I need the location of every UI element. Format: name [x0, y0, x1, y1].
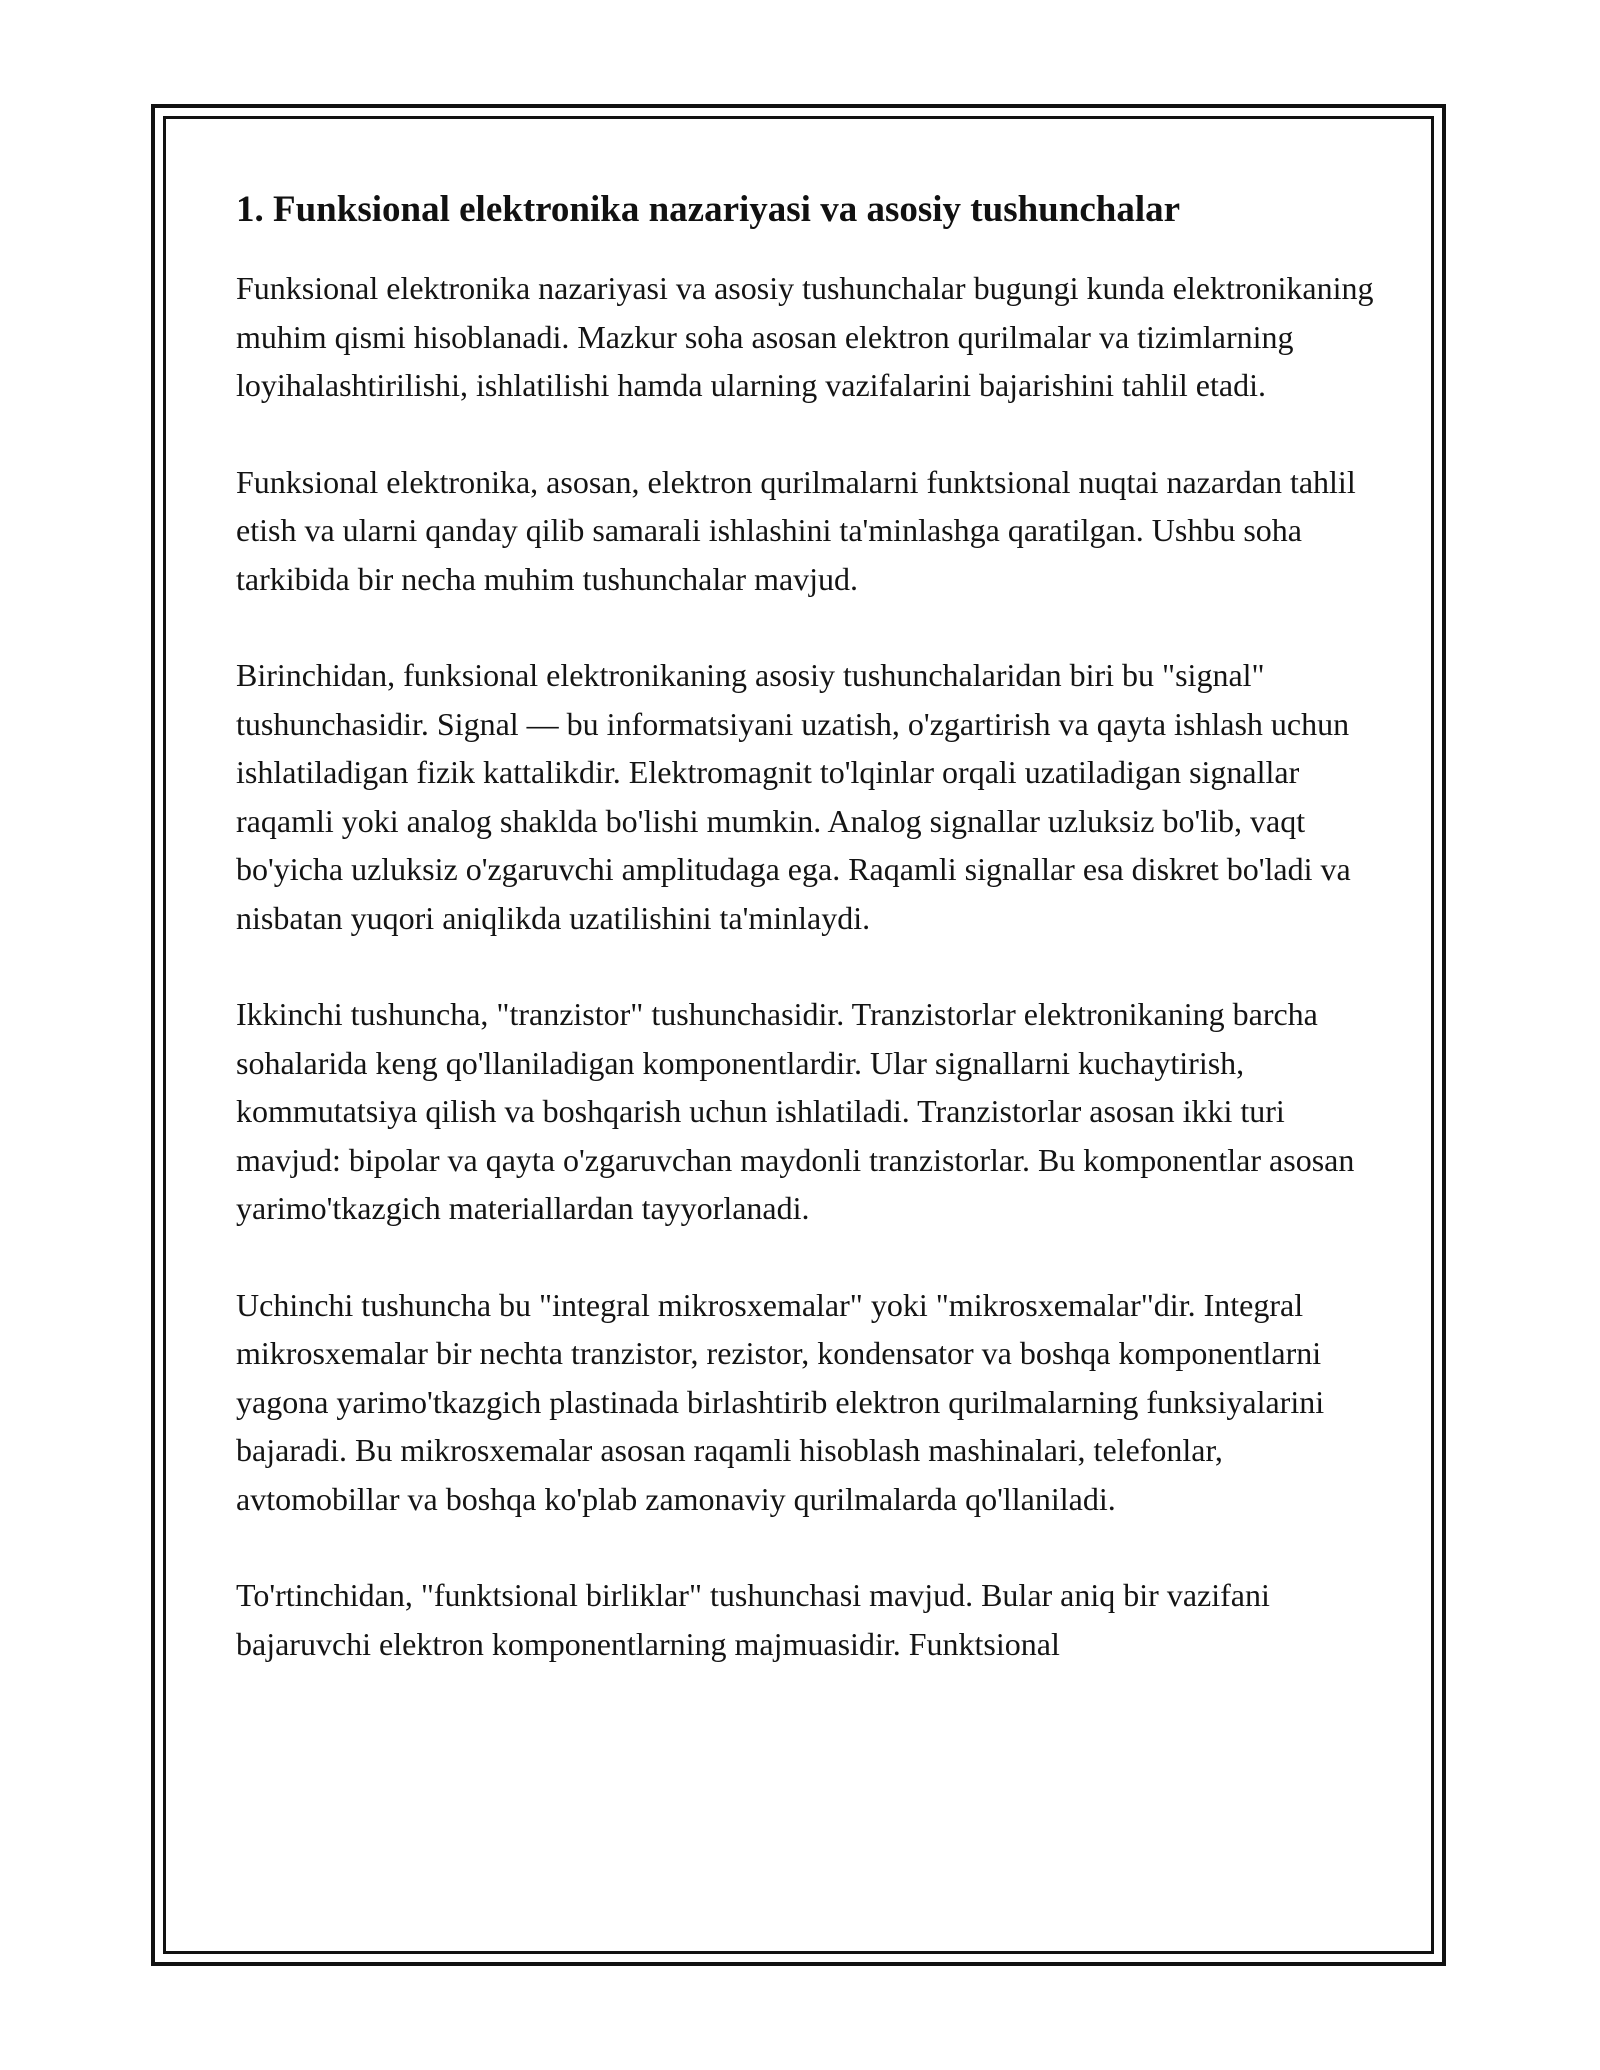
paragraph-overview: Funksional elektronika, asosan, elektron qurilmalarni funktsional nuqtai nazardan tahlil etish va ularni qanday qilib samarali ishlashini ta'minlashga qaratilgan. Ushbu soha tarkibida bir necha muhim tushunchalar mavjud. [236, 463, 1356, 597]
paragraph-integral-circuits: Uchinchi tushuncha bu "integral mikrosxemalar" yoki "mikrosxemalar"dir. Integral mikrosxemalar bir nechta tranzistor, rezistor, kondensator va boshqa komponentlarni yagona yarimo'tkazgich plastinada birlashtirib elektron qurilmalarning funksiyalarini bajaradi. Bu mikrosxemalar asosan raqamli hisoblash mashinalari, telefonlar, avtomobillar va boshqa ko'plab zamonaviy qurilmalarda qo'llaniladi. [236, 1286, 1325, 1517]
section-heading: 1. Funksional elektronika nazariyasi va asosiy tushunchalar [236, 189, 1181, 230]
paragraph-functional-units: To'rtinchidan, "funktsional birliklar" tushunchasi mavjud. Bular aniq bir vazifani bajaruvchi elektron komponentlarning majmuasidir. Funktsional [236, 1577, 1270, 1662]
paragraph-intro: Funksional elektronika nazariyasi va asosiy tushunchalar bugungi kunda elektronikaning muhim qismi hisoblanadi. Mazkur soha asosan elektron qurilmalar va tizimlarning loyihalashtirilishi, ishlatilishi hamda ularning vazifalarini bajarishini tahlil etadi. [236, 270, 1374, 403]
paragraph-signal: Birinchidan, funksional elektronikaning asosiy tushunchalaridan biri bu "signal" tushunchasidir. Signal — bu informatsiyani uzatish, o'zgartirish va qayta ishlash uchun ishlatiladigan fizik kattalikdir. Elektromagnit to'lqinlar orqali uzatiladigan signallar raqamli yoki analog shaklda bo'lishi mumkin. Analog signallar uzluksiz bo'lib, vaqt bo'yicha uzluksiz o'zgaruvchi amplitudaga ega. Raqamli signallar esa diskret bo'ladi va nisbatan yuqori aniqlikda uzatilishini ta'minlaydi. [236, 657, 1351, 936]
paragraph-transistor: Ikkinchi tushuncha, "tranzistor" tushunchasidir. Tranzistorlar elektronikaning barcha sohalarida keng qo'llaniladigan komponentlardir. Ular signallarni kuchaytirish, kommutatsiya qilish va boshqarish uchun ishlatiladi. Tranzistorlar asosan ikki turi mavjud: bipolar va qayta o'zgaruvchan maydonli tranzistorlar. Bu komponentlar asosan yarimo'tkazgich materiallardan tayyorlanadi. [236, 996, 1355, 1226]
document-body [236, 186, 1386, 1716]
